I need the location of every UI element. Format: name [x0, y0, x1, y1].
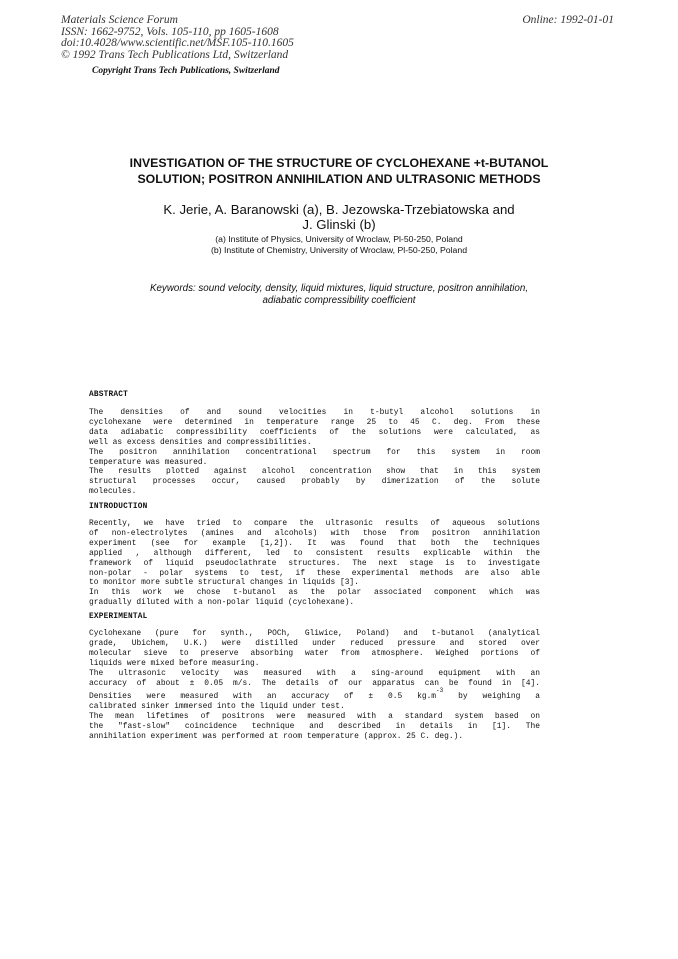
- density-exponent: -3: [436, 687, 444, 695]
- keywords-line: Keywords: sound velocity, density, liquid mixtures, liquid structure, positron annihilation,: [149, 283, 529, 294]
- journal-info: [61, 15, 294, 61]
- experimental-heading: EXPERIMENTAL: [89, 613, 148, 621]
- affiliation-b: (b) Institute of Chemistry, University of Wroclaw, Pl-50-250, Poland: [210, 245, 468, 255]
- authors-line: K. Jerie, A. Baranowski (a), B. Jezowska-Trzebiatowska and: [163, 202, 515, 217]
- text-line: of non-electrolytes (amines and alcohols) with those from positron annihilation: [89, 528, 540, 538]
- keywords: [100, 283, 578, 306]
- density-text: Densities were measured with an accuracy of ± 0.5 kg.m: [89, 692, 437, 702]
- text-line: The ultrasonic velocity was measured with a sing-around equipment with an: [89, 668, 540, 678]
- text-line: The positron annihilation concentrational spectrum for this system in room: [89, 447, 540, 457]
- abstract-heading: ABSTRACT: [89, 391, 129, 399]
- text-line: Cyclohexane (pure for synth., POCh, Gliwice, Poland) and t-butanol (analytical: [89, 629, 540, 638]
- text-line: structural processes occur, caused probably by dimerization of the solute: [89, 477, 540, 487]
- text-line: molecules.: [89, 487, 137, 497]
- text-line: the "fast-slow" coincidence technique and described in details in [1]. The: [89, 722, 540, 732]
- text-line: liquids were mixed before measuring.: [89, 658, 260, 668]
- introduction-body: [89, 519, 540, 608]
- text-line: calibrated sinker immersed into the liquid under test.: [89, 702, 345, 712]
- online-date: Online: 1992-01-01: [522, 14, 614, 26]
- text-line: annihilation experiment was performed at room temperature (approx. 25 C. deg.).: [89, 732, 464, 742]
- text-line: molecular sieve to preserve absorbing water from atmosphere. Weighed portions of: [89, 648, 540, 658]
- text-line: The results plotted against alcohol concentration show that in this system: [89, 467, 540, 477]
- affiliation-a: (a) Institute of Physics, University of Wroclaw, Pl-50-250, Poland: [215, 234, 463, 244]
- text-line: accuracy of about ± 0.05 m/s. The details of our apparatus can be found in [4].: [89, 678, 540, 688]
- text-line: non-polar - polar systems to test, if these experimental methods are also able: [89, 568, 540, 578]
- journal-copyright: © 1992 Trans Tech Publications Ltd, Switzerland: [61, 48, 289, 61]
- journal-issn: ISSN: 1662-9752, Vols. 105-110, pp 1605-1608: [61, 25, 279, 38]
- text-line: temperature was measured.: [89, 457, 208, 467]
- journal-name: Materials Science Forum: [61, 14, 178, 26]
- text-line: framework of liquid pseudoclathrate structures. The next stage is to investigate: [89, 558, 540, 568]
- keywords-line: adiabatic compressibility coefficient: [262, 294, 416, 306]
- authors: [60, 203, 618, 232]
- introduction-heading: INTRODUCTION: [89, 503, 148, 511]
- paper-title: [40, 155, 638, 187]
- text-line: well as excess densities and compressibilities.: [89, 437, 312, 447]
- text-line: cyclohexane were determined in temperature range 25 to 45 C. deg. From these: [89, 417, 540, 427]
- text-line: gradually diluted with a non-polar liquid (cyclohexane).: [89, 598, 355, 608]
- text-line: experiment (see for example [1,2]). It was found that both the techniques: [89, 538, 540, 548]
- text-line: Recently, we have tried to compare the ultrasonic results of aqueous solutions: [89, 519, 540, 528]
- experimental-body: [89, 629, 540, 742]
- title-line: SOLUTION; POSITRON ANNIHILATION AND ULTRASONIC METHODS: [137, 172, 541, 186]
- text-line: In this work we chose t-butanol as the polar associated component which was: [89, 588, 540, 598]
- density-line: [89, 687, 540, 702]
- authors-line: J. Glinski (b): [302, 216, 376, 232]
- density-text-end: by weighing a: [458, 692, 540, 702]
- abstract-body: [89, 408, 540, 497]
- text-line: to monitor more subtle structural changes in liquids [3].: [89, 578, 359, 588]
- text-line: applied , although different, led to consistent results explicable within the: [89, 548, 540, 558]
- text-line: The densities of and sound velocities in t-butyl alcohol solutions in: [89, 408, 540, 417]
- journal-doi: doi:10.4028/www.scientific.net/MSF.105-110.1605: [61, 37, 294, 50]
- text-line: grade, Ubichem, U.K.) were distilled under reduced pressure and stored over: [89, 638, 540, 648]
- text-line: The mean lifetimes of positrons were measured with a standard system based on: [89, 712, 540, 722]
- text-line: data adiabatic compressibility coefficients of the solutions were calculated, as: [89, 427, 540, 437]
- affiliations: [60, 234, 618, 256]
- title-line: INVESTIGATION OF THE STRUCTURE OF CYCLOHEXANE +t-BUTANOL: [129, 156, 549, 170]
- copyright-notice: Copyright Trans Tech Publications, Switzerland: [92, 66, 280, 76]
